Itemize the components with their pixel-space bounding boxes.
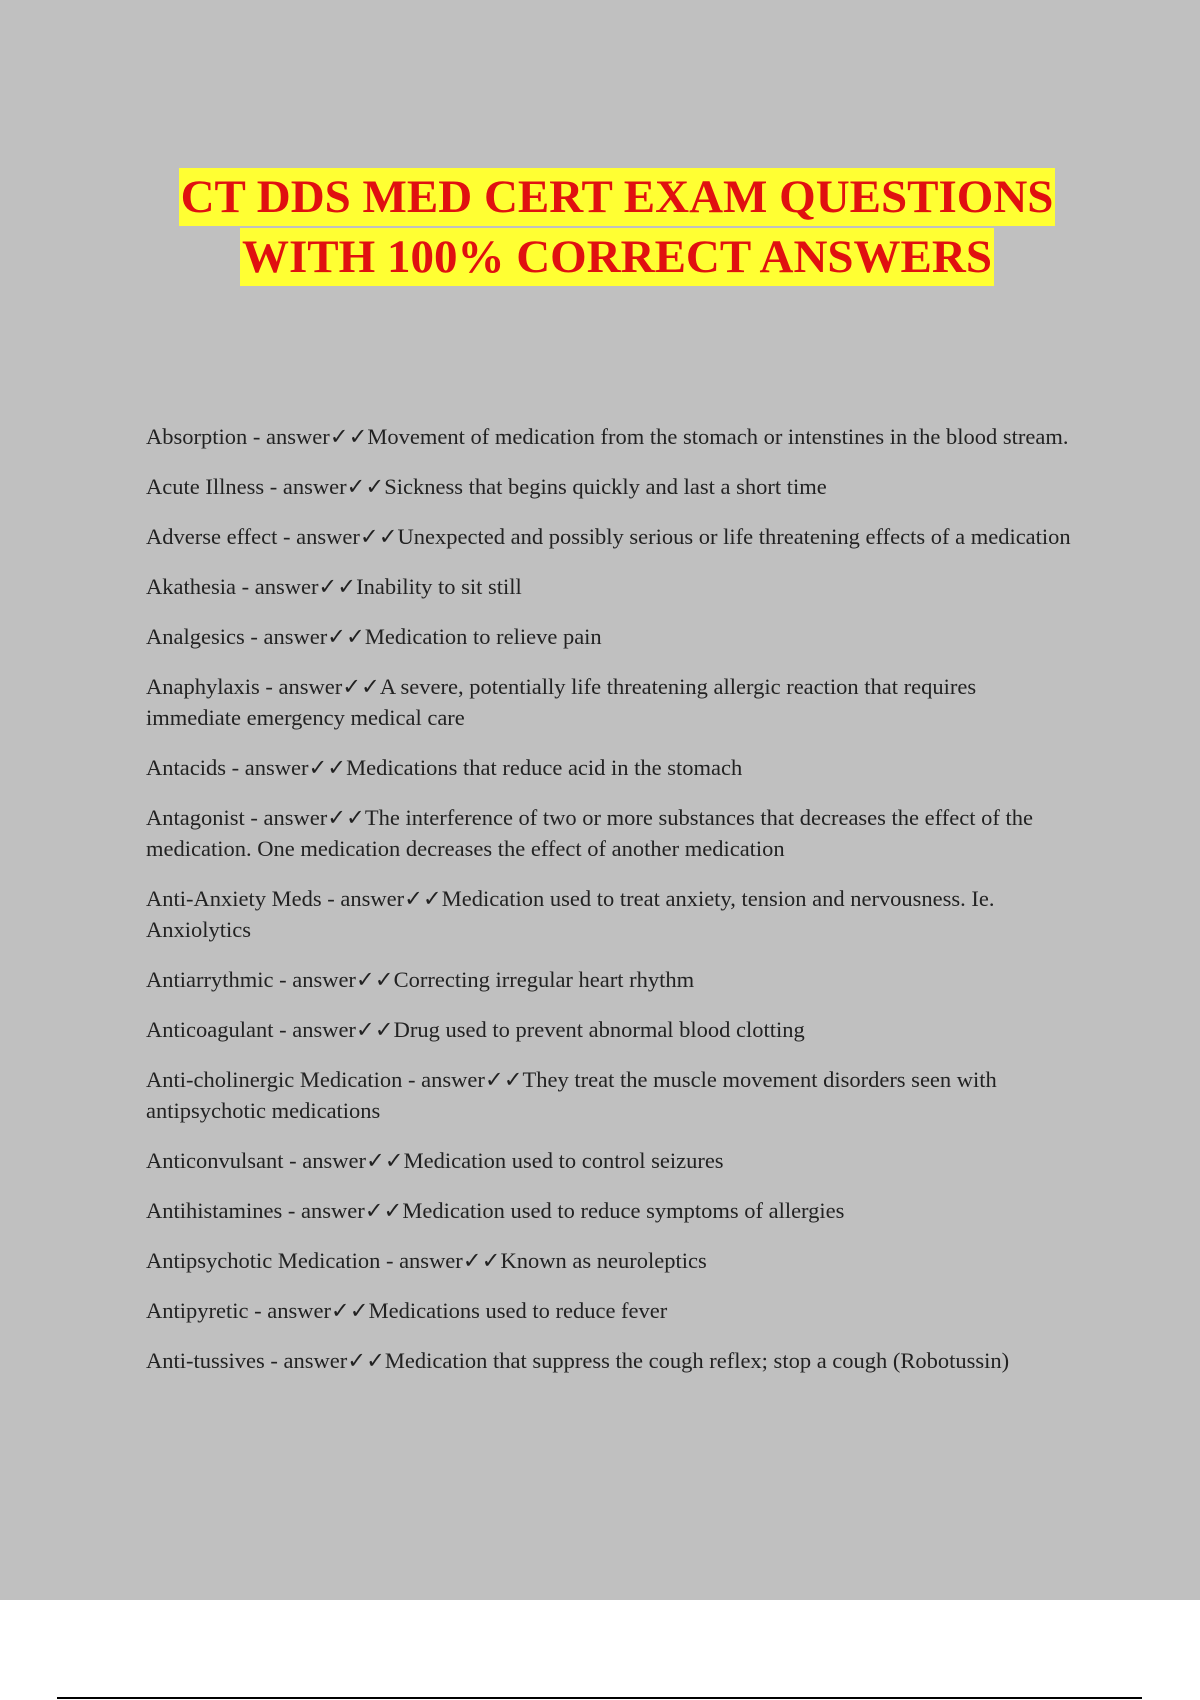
glossary-entry-absorption: Absorption - answer✓✓Movement of medication from the stomach or intenstines in the blood stream.	[146, 424, 1069, 449]
title-line-2: WITH 100% CORRECT ANSWERS	[240, 228, 994, 286]
glossary-entry-anticonvulsant: Anticonvulsant - answer✓✓Medication used to control seizures	[146, 1148, 724, 1173]
glossary-entry-antihistamines: Antihistamines - answer✓✓Medication used to reduce symptoms of allergies	[146, 1198, 845, 1223]
glossary-entry-antacids: Antacids - answer✓✓Medications that reduce acid in the stomach	[146, 755, 743, 780]
glossary-entry-anti-cholinergic: Anti-cholinergic Medication - answer✓✓They treat the muscle movement disorders seen with antipsychotic medications	[146, 1067, 997, 1123]
glossary-entry-antiarrythmic: Antiarrythmic - answer✓✓Correcting irregular heart rhythm	[146, 967, 695, 992]
glossary-entry-antipsychotic: Antipsychotic Medication - answer✓✓Known as neuroleptics	[146, 1248, 707, 1273]
glossary-entry-anticoagulant: Anticoagulant - answer✓✓Drug used to prevent abnormal blood clotting	[146, 1017, 805, 1042]
footer-divider	[57, 1697, 1142, 1699]
glossary-entry-anaphylaxis: Anaphylaxis - answer✓✓A severe, potentially life threatening allergic reaction that requires immediate emergency medical care	[146, 674, 977, 730]
glossary-entry-adverse-effect: Adverse effect - answer✓✓Unexpected and possibly serious or life threatening effects of a medication	[146, 524, 1071, 549]
glossary-entry-anti-tussives: Anti-tussives - answer✓✓Medication that suppress the cough reflex; stop a cough (Robotussin)	[146, 1348, 1010, 1373]
glossary-entry-antipyretic: Antipyretic - answer✓✓Medications used to reduce fever	[146, 1298, 668, 1323]
glossary-entry-analgesics: Analgesics - answer✓✓Medication to relieve pain	[146, 624, 602, 649]
glossary-entry-antagonist: Antagonist - answer✓✓The interference of two or more substances that decreases the effect of the medication. One medication decreases the effect of another medication	[146, 805, 1033, 861]
glossary-list	[146, 421, 1076, 1395]
document-title	[0, 168, 1200, 286]
title-line-1: CT DDS MED CERT EXAM QUESTIONS	[179, 168, 1056, 226]
glossary-entry-acute-illness: Acute Illness - answer✓✓Sickness that begins quickly and last a short time	[146, 474, 827, 499]
glossary-entry-anti-anxiety-meds: Anti-Anxiety Meds - answer✓✓Medication used to treat anxiety, tension and nervousness. Ie. Anxiolytics	[146, 886, 995, 942]
glossary-entry-akathesia: Akathesia - answer✓✓Inability to sit still	[146, 574, 522, 599]
